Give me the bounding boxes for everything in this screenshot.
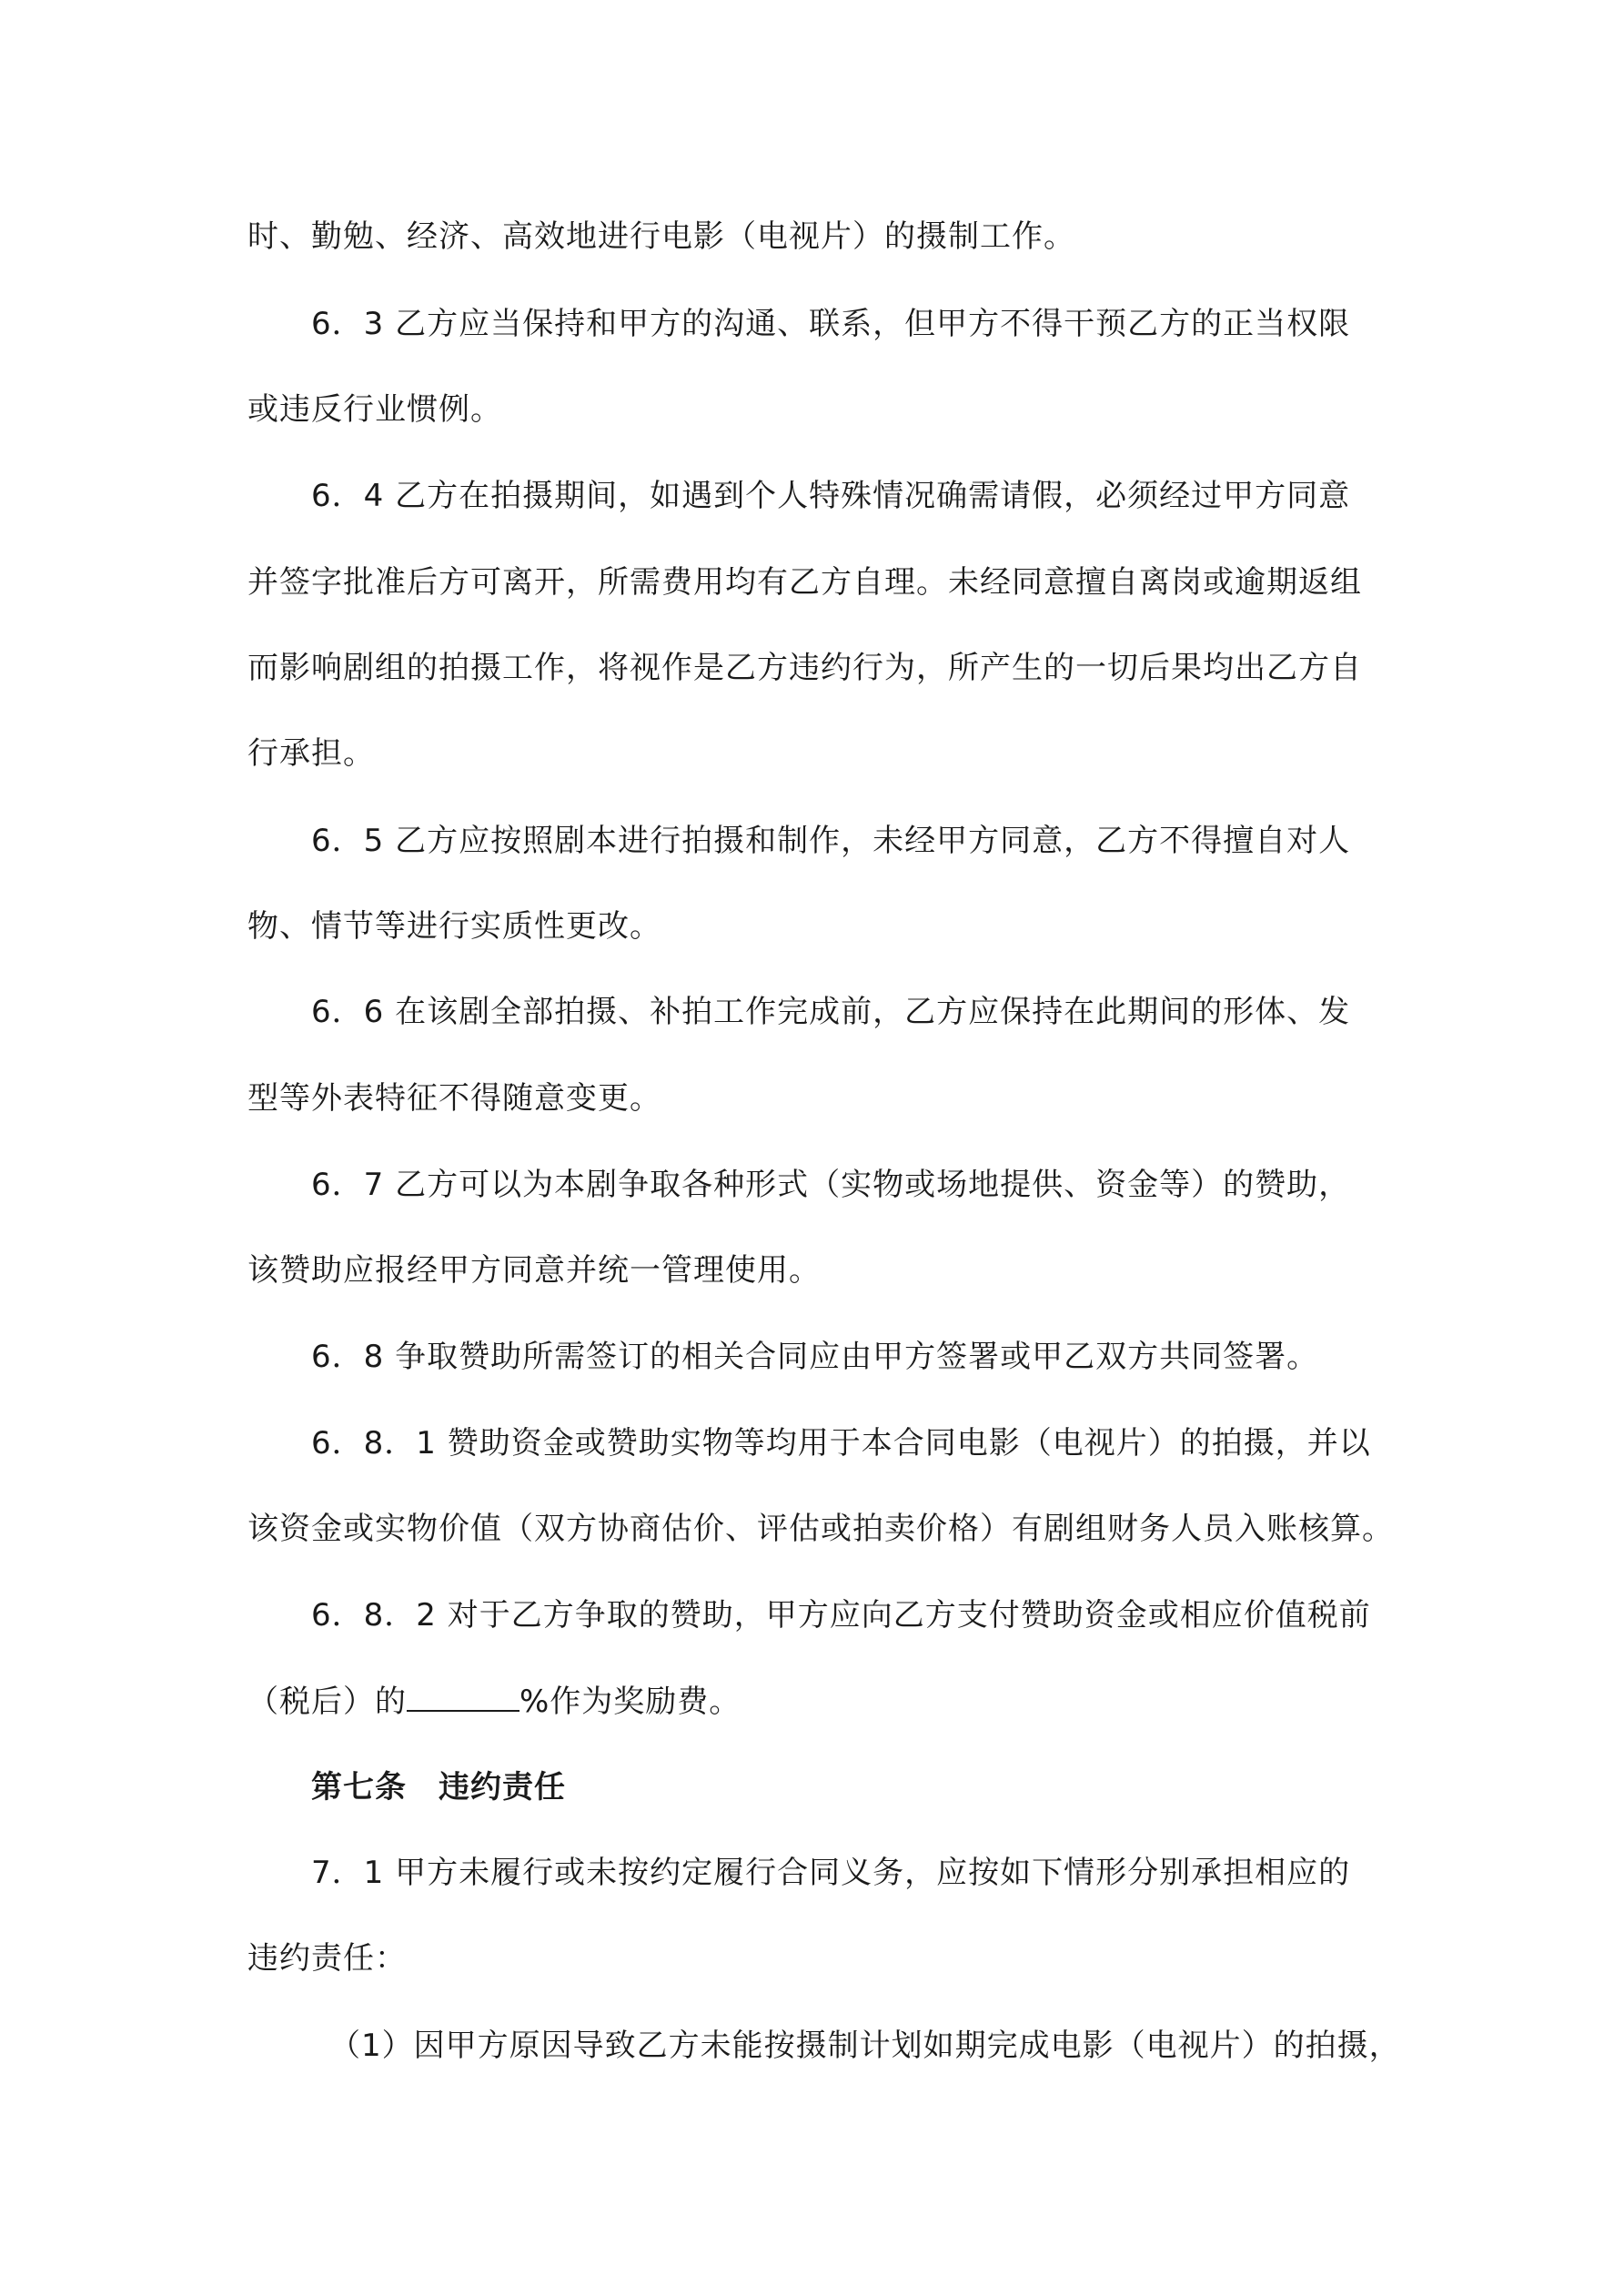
paragraph-line: 并签字批准后方可离开，所需费用均有乙方自理。未经同意擅自离岗或逾期返组 [247,564,1362,601]
clause-6-3: 6．3 乙方应当保持和甲方的沟通、联系，但甲方不得干预乙方的正当权限 [311,306,1351,342]
paragraph-line: 或违反行业惯例。 [247,391,502,428]
clause-6-7: 6．7 乙方可以为本剧争取各种形式（实物或场地提供、资金等）的赞助， [311,1167,1351,1203]
paragraph-line: 违约责任： [247,1940,407,1977]
paragraph-line: 而影响剧组的拍摄工作，将视作是乙方违约行为，所产生的一切后果均出乙方自 [247,650,1362,686]
paragraph-line: 型等外表特征不得随意变更。 [247,1080,661,1117]
clause-7-1: 7．1 甲方未履行或未按约定履行合同义务，应按如下情形分别承担相应的 [311,1855,1351,1891]
reward-rate-line [247,1682,741,1722]
clause-6-6: 6．6 在该剧全部拍摄、补拍工作完成前，乙方应保持在此期间的形体、发 [311,994,1351,1030]
paragraph-line: 物、情节等进行实质性更改。 [247,908,661,945]
clause-6-5: 6．5 乙方应按照剧本进行拍摄和制作，未经甲方同意，乙方不得擅自对人 [311,823,1351,859]
clause-6-4: 6．4 乙方在拍摄期间，如遇到个人特殊情况确需请假，必须经过甲方同意 [311,478,1351,514]
paragraph-line: 行承担。 [247,735,375,772]
paragraph-line: 该资金或实物价值（双方协商估价、评估或拍卖价格）有剧组财务人员入账核算。 [247,1511,1394,1547]
article-7-heading: 第七条 违约责任 [311,1769,566,1805]
reward-rate-prefix: （税后）的 [247,1684,407,1720]
paragraph-line: 时、勤勉、经济、高效地进行电影（电视片）的摄制工作。 [247,218,1075,255]
clause-7-1-item-1: （1）因甲方原因导致乙方未能按摄制计划如期完成电影（电视片）的拍摄， [329,2028,1401,2064]
paragraph-line: 该赞助应报经甲方同意并统一管理使用。 [247,1252,821,1289]
clause-6-8: 6．8 争取赞助所需签订的相关合同应由甲方签署或甲乙双方共同签署。 [311,1339,1319,1375]
clause-6-8-2: 6．8．2 对于乙方争取的赞助，甲方应向乙方支付赞助资金或相应价值税前 [311,1597,1371,1633]
reward-rate-blank [407,1683,519,1712]
clause-6-8-1: 6．8．1 赞助资金或赞助实物等均用于本合同电影（电视片）的拍摄，并以 [311,1425,1371,1462]
reward-rate-suffix: %作为奖励费。 [519,1684,741,1720]
